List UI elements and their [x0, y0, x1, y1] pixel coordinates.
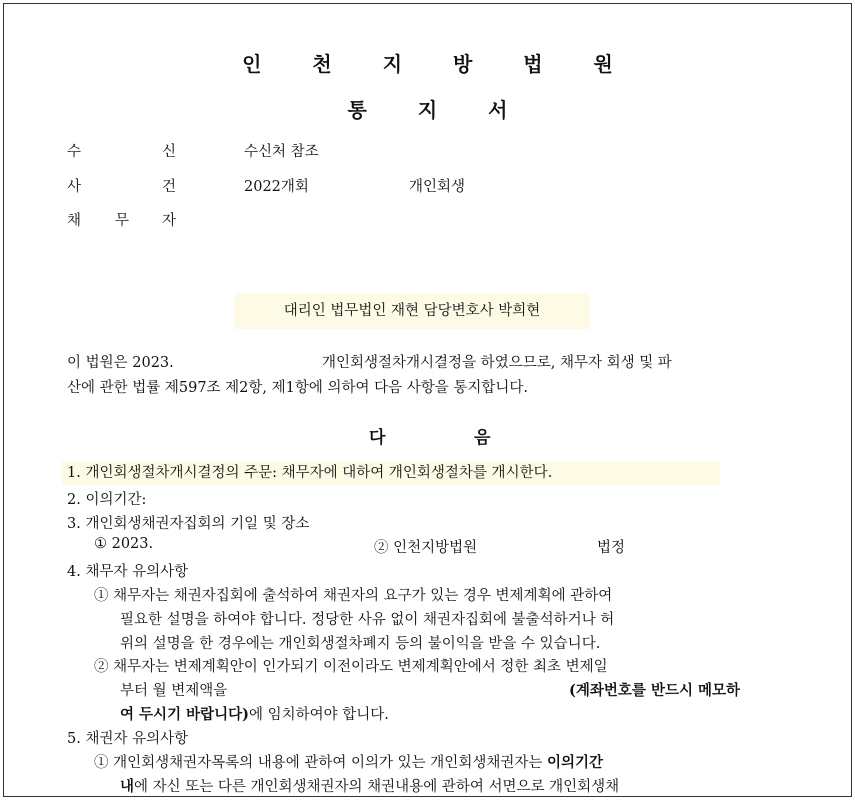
intro-line1-b: 개인회생절차개시결정을 하였으므로, 채무자 회생 및 파 — [322, 355, 672, 371]
recipient-value: 수신처 참조 — [244, 144, 319, 160]
intro-line1-a: 이 법원은 2023. — [67, 355, 174, 371]
item-5-1-line1 — [94, 751, 603, 772]
item-4-1-line3: 위의 설명을 한 경우에는 개인회생절차폐지 등의 불이익을 받을 수 있습니다. — [120, 636, 601, 652]
agent-line: 대리인 법무법인 재현 담당변호사 박희현 — [234, 293, 590, 329]
item-4-2-account-note-2: 여 두시기 바랍니다) — [120, 706, 250, 723]
debtor-label-3: 자 — [162, 213, 177, 229]
item-5-1-line2 — [120, 775, 619, 796]
next-heading-b: 음 — [474, 428, 491, 448]
item-5-1-objection-period: 이의기간 — [546, 754, 603, 771]
item-3-room: 법정 — [597, 540, 626, 556]
item-5-1-line2-text: 에 자신 또는 다른 개인회생채권자의 채권내용에 관하여 서면으로 개인회생채 — [134, 779, 620, 795]
item-4-1-line1: ① 채무자는 채권자집회에 출석하여 채권자의 요구가 있는 경우 변제계획에 관하여 — [94, 588, 613, 604]
item-4-2-line3-text: 에 임치하여야 합니다. — [249, 707, 389, 723]
case-type: 개인회생 — [409, 179, 466, 195]
item-4-1-line2: 필요한 설명을 하여야 합니다. 정당한 사유 없이 채권자집회에 불출석하거나 허 — [120, 612, 615, 628]
item-3-date: ① 2023. — [94, 536, 154, 552]
case-label-2: 건 — [162, 179, 177, 195]
item-3: 3. 개인회생채권자집회의 기일 및 장소 — [67, 516, 310, 532]
case-label-1: 사 — [67, 179, 82, 195]
intro-line2: 산에 관한 법률 제597조 제2항, 제1항에 의하여 다음 사항을 통지합니다. — [67, 380, 529, 396]
item-4-2-line2: 부터 월 변제액을 — [120, 683, 228, 699]
item-5: 5. 채권자 유의사항 — [67, 731, 189, 747]
item-5-1-within: 내 — [120, 778, 135, 795]
court-name: 인 천 지 방 법 원 — [242, 52, 635, 76]
case-number: 2022개회 — [244, 179, 309, 195]
next-heading-a: 다 — [369, 428, 386, 448]
item-4: 4. 채무자 유의사항 — [67, 564, 189, 580]
item-5-1-line1-text: ① 개인회생채권자목록의 내용에 관하여 이의가 있는 개인회생채권자는 — [94, 755, 547, 771]
recipient-label-1: 수 — [67, 144, 82, 160]
item-4-2-account-note-1: (계좌번호를 반드시 메모하 — [569, 682, 741, 699]
document-title: 통 지 서 — [347, 98, 530, 122]
item-4-2-line1: ② 채무자는 변제계획안이 인가되기 이전이라도 변제계획안에서 정한 최초 변제일 — [94, 659, 608, 675]
item-1: 1. 개인회생절차개시결정의 주문: 채무자에 대하여 개인회생절차를 개시한다. — [62, 461, 720, 485]
item-2: 2. 이의기간: — [67, 492, 147, 508]
notice-document — [3, 3, 852, 797]
item-4-2-line3 — [120, 703, 389, 724]
item-3-place: ② 인천지방법원 — [374, 540, 478, 556]
debtor-label-2: 무 — [115, 213, 130, 229]
debtor-label-1: 채 — [67, 213, 82, 229]
recipient-label-2: 신 — [162, 144, 177, 160]
